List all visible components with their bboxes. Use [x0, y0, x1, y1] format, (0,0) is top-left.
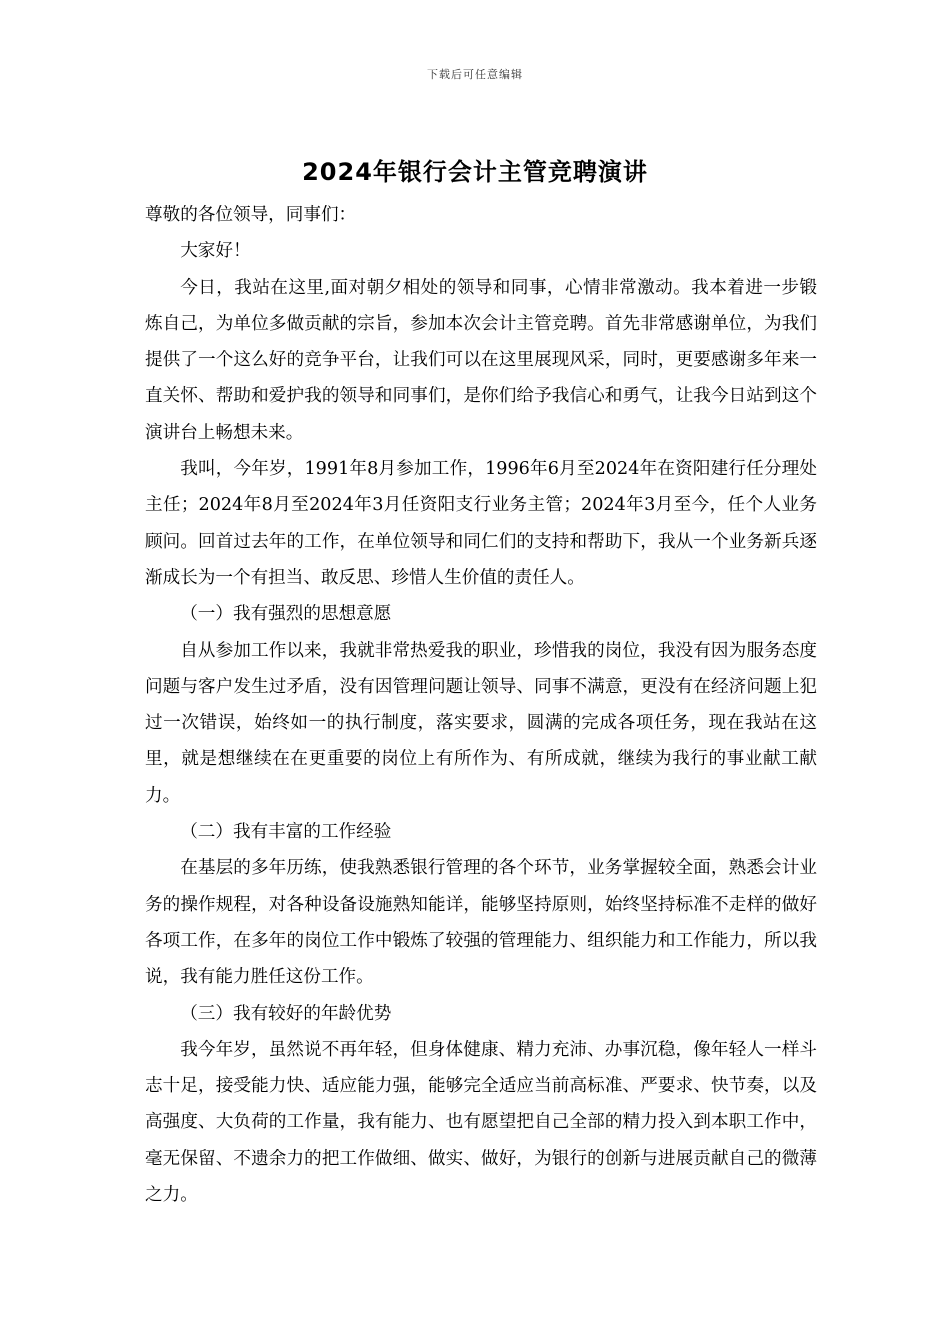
paragraph-section-1: 自从参加工作以来，我就非常热爱我的职业，珍惜我的岗位，我没有因为服务态度问题与客户发生过矛盾，没有因管理问题让领导、同事不满意，更没有在经济问题上犯过一次错误，始终如一的执行制度，落实要求，圆满的完成各项任务，现在我站在这里，就是想继续在在更重要的岗位上有所作为、有所成就，继续为我行的事业献工献力。 [145, 640, 817, 806]
paragraph-background: 我叫，今年岁，1991年8月参加工作，1996年6月至2024年在资阳建行任分理处主任；2024年8月至2024年3月任资阳支行业务主管；2024年3月至今，任个人业务顾问。回首过去年的工作，在单位领导和同仁们的支持和帮助下，我从一个业务新兵逐渐成长为一个有担当、敢反思、珍惜人生价值的责任人。 [145, 459, 817, 588]
paragraph-intro: 今日，我站在这里,面对朝夕相处的领导和同事，心情非常激动。我本着进一步锻炼自己，为单位多做贡献的宗旨，参加本次会计主管竞聘。首先非常感谢单位，为我们提供了一个这么好的竞争平台，让我们可以在这里展现风采，同时，更要感谢多年来一直关怀、帮助和爱护我的领导和同事们，是你们给予我信心和勇气，让我今日站到这个演讲台上畅想未来。 [145, 277, 817, 443]
document-title: 2024年银行会计主管竞聘演讲 [302, 158, 648, 186]
header-note: 下载后可任意编辑 [427, 68, 523, 81]
section-heading-3: （三）我有较好的年龄优势 [180, 1003, 392, 1024]
paragraph-section-2: 在基层的多年历练，使我熟悉银行管理的各个环节，业务掌握较全面，熟悉会计业务的操作规程，对各种设备设施熟知能详，能够坚持原则，始终坚持标准不走样的做好各项工作，在多年的岗位工作中锻炼了较强的管理能力、组织能力和工作能力，所以我说，我有能力胜任这份工作。 [145, 858, 817, 988]
salutation: 尊敬的各位领导，同事们： [145, 205, 357, 225]
paragraph-section-3: 我今年岁，虽然说不再年轻，但身体健康、精力充沛、办事沉稳，像年轻人一样斗志十足，接受能力快、适应能力强，能够完全适应当前高标准、严要求、快节奏，以及高强度、大负荷的工作量，我有能力、也有愿望把自己全部的精力投入到本职工作中，毫无保留、不遗余力的把工作做细、做实、做好，为银行的创新与进展贡献自己的微薄之力。 [145, 1039, 817, 1206]
greeting: 大家好！ [180, 241, 251, 262]
section-heading-2: （二）我有丰富的工作经验 [180, 822, 392, 843]
section-heading-1: （一）我有强烈的思想意愿 [180, 604, 392, 625]
document-body [145, 197, 817, 1213]
